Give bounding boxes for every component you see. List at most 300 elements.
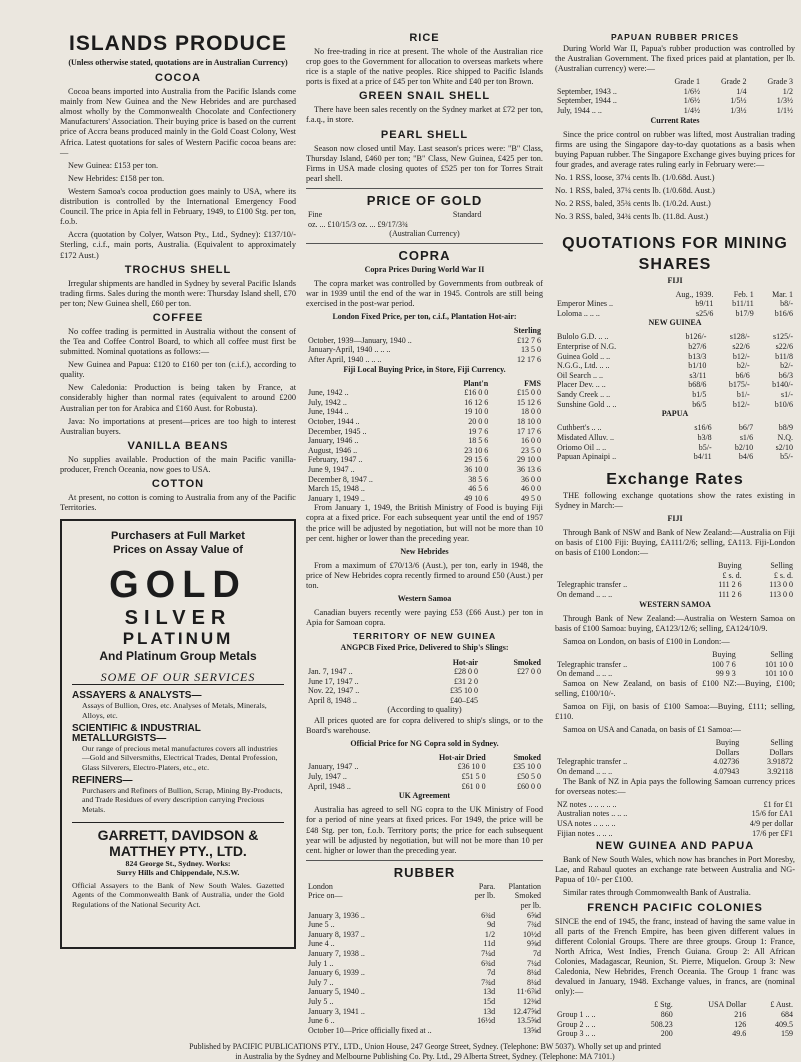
table-cell: 16½d bbox=[477, 1016, 496, 1026]
papuan-rubber-heading: PAPUAN RUBBER PRICES bbox=[611, 32, 739, 42]
greensnail-text: There have been sales recently on the Sydney market at £72 per ton, f.a.q., in store. bbox=[306, 105, 543, 125]
rubber-h-london: London bbox=[308, 881, 333, 891]
table-cell: 99 9 3 bbox=[715, 669, 736, 679]
table-cell: 126 bbox=[734, 1019, 747, 1029]
ad-gold: GOLD bbox=[109, 564, 247, 607]
exchange-fiji-table bbox=[555, 561, 795, 599]
table-row bbox=[555, 452, 795, 462]
table-row bbox=[555, 757, 795, 767]
table-cell: 6⅝d bbox=[527, 910, 541, 920]
rubber-h-perlb: per lb. bbox=[520, 900, 541, 910]
table-cell: b140/- bbox=[772, 380, 793, 390]
table-cell: 1/4½ bbox=[683, 106, 700, 116]
trochus-text: Irregular shipments are handled in Sydney by several Pacific Islands trading firms. Sales during the month were: Thursday Island shell, £70 per ton; New Guinea shell, £60 per ton. bbox=[60, 278, 296, 308]
coffee-java: Java: No importations at present—prices are too high to interest Australian buyers. bbox=[60, 416, 296, 436]
fiji-copra-table bbox=[306, 379, 543, 504]
table-cell: January 5, 1940 .. bbox=[308, 987, 365, 997]
table-row bbox=[555, 809, 795, 819]
table-cell: 29 10 0 bbox=[517, 455, 541, 465]
table-cell: On demand .. .. .. bbox=[557, 767, 613, 777]
table-row bbox=[555, 590, 795, 600]
ad-official-note: Official Assayers to the Bank of New South Wales. Gazetted Agents of the Commonwealth Bank of Australia, under the Gold Regulations of the National Security Act. bbox=[72, 881, 284, 909]
table-cell: s1/6 bbox=[739, 432, 754, 442]
table-row bbox=[555, 660, 795, 670]
table-cell: b12/- bbox=[732, 351, 750, 361]
table-cell: s22/6 bbox=[775, 342, 793, 352]
tng-note: (According to quality) bbox=[387, 705, 462, 715]
table-row bbox=[555, 433, 795, 443]
table-cell: b1/- bbox=[736, 390, 750, 400]
exchange-ngp-text-2: Similar rates through Commonwealth Bank of Australia. bbox=[563, 888, 751, 898]
table-cell: 11d bbox=[483, 939, 496, 949]
gold-price-heading: PRICE OF GOLD bbox=[366, 192, 483, 208]
table-cell: 38 5 6 bbox=[468, 474, 489, 484]
table-cell: s128/- bbox=[729, 332, 750, 342]
table-cell: 15 12 6 bbox=[517, 397, 541, 407]
ad-service-2-text: Our range of precious metal manufactures covers all industries—Gold and Silversmiths, Electrical Trades, Dental Profession, Glass Silverers, Electro-Platers, etc., etc. bbox=[82, 744, 278, 772]
table-cell: 49 10 6 bbox=[464, 493, 489, 503]
table-cell: 15/6 for £A1 bbox=[751, 809, 793, 819]
vanilla-text: No supplies available. Production of the main Pacific vanilla-producer, French Oceania, now goes to USA. bbox=[60, 454, 296, 474]
table-cell: Oriomo Oil .. .. bbox=[557, 442, 607, 452]
rubber-h-para: Para. bbox=[478, 881, 496, 891]
smoked-header: Smoked bbox=[513, 657, 541, 667]
table-cell: Bulolo G.D. .. .. bbox=[557, 332, 609, 342]
table-cell: b175/- bbox=[728, 380, 750, 390]
table-cell: Loloma .. .. .. bbox=[557, 308, 600, 318]
table-cell: 23 10 6 bbox=[464, 445, 489, 455]
table-row bbox=[306, 398, 543, 408]
table-row bbox=[306, 345, 543, 355]
exchange-fpc-text: SINCE the end of 1945, the franc, instead of having the same value in all parts of the French Empire, has been given different values in different Colonial Groups. There are three groups. Group 1: France, North Africa, West Indies, French Guiana. Group 2: All African Colonies, Madagascar, Reunion, St. Pierre, Miquelon. Group 3: New Caledonia, New Hebrides, French Oceania. The Group 1 franc was devalued in January, 1948. Exchange values, in francs, are (nominal only):— bbox=[555, 916, 795, 997]
table-cell: January 7, 1938 .. bbox=[308, 948, 365, 958]
ad-pgm: And Platinum Group Metals bbox=[99, 649, 257, 664]
table-row bbox=[306, 427, 543, 437]
table-row bbox=[555, 1029, 795, 1039]
table-row bbox=[306, 446, 543, 456]
table-cell: USA notes .. .. .. .. bbox=[557, 819, 616, 828]
table-cell: 10½d bbox=[523, 929, 541, 939]
table-row bbox=[555, 400, 795, 410]
table-cell: June 9, 1947 .. bbox=[308, 465, 355, 474]
exchange-notes-table bbox=[555, 800, 795, 838]
table-cell: £35 10 0 bbox=[513, 762, 541, 772]
uk-text: Australia has agreed to sell NG copra to the UK Ministry of Food for a period of nine years at fixed prices. For 1949, the price will be £48 Stg. per ton, f.o.b. Territory ports; the price for each subsequent year will be adjusted by negotiation, but will not be more than 10 per cent. higher or lower than the preceding year. bbox=[306, 805, 543, 855]
table-cell: 6¾d bbox=[481, 910, 496, 920]
table-cell: s16/6 bbox=[694, 423, 712, 433]
table-cell: 17/6 per £F1 bbox=[752, 828, 793, 838]
mining-papua-heading: PAPUA bbox=[661, 409, 689, 419]
mining-ng-heading: NEW GUINEA bbox=[648, 318, 702, 328]
table-cell: 1/2 bbox=[484, 929, 496, 939]
table-cell: August, 1946 .. bbox=[308, 445, 358, 455]
mar-1-header: Mar. 1 bbox=[772, 289, 793, 299]
gold-fine-label: Fine bbox=[308, 209, 323, 219]
table-row bbox=[306, 1007, 543, 1017]
table-row bbox=[555, 443, 795, 453]
table-cell: b2/10 bbox=[734, 442, 754, 452]
table-cell: b5/- bbox=[698, 442, 712, 452]
table-cell: b4/6 bbox=[738, 452, 754, 462]
table-cell: 29 15 6 bbox=[464, 455, 489, 465]
vanilla-heading: VANILLA BEANS bbox=[127, 439, 229, 452]
table-cell: £12 7 6 bbox=[517, 335, 541, 345]
table-row bbox=[306, 911, 543, 921]
table-cell: b5/- bbox=[780, 452, 793, 462]
footer-line-2: in Australia by the Sydney and Melbourne Publishing Co. Pty. Ltd., 29 Alberta Street, Sydney. (Telephone: MA 7101.) bbox=[235, 1051, 615, 1061]
table-cell: 7¾d bbox=[481, 977, 496, 987]
table-cell: July 7 .. bbox=[308, 977, 334, 987]
table-cell: b68/6 bbox=[688, 380, 707, 390]
table-cell: b6/3 bbox=[778, 370, 793, 380]
cocoa-nh: New Hebrides: £158 per ton. bbox=[68, 173, 165, 183]
table-row bbox=[555, 819, 795, 829]
table-cell: Telegraphic transfer .. bbox=[557, 659, 628, 669]
exchange-fiji-text: Through Bank of NSW and Bank of New Zealand:—Australia on Fiji on basis of £100 Fiji: Buying, £A111/2/6; selling, £A113. Fiji-London on basis of £100 London:— bbox=[555, 527, 795, 558]
table-cell: N.Q. bbox=[777, 432, 793, 442]
table-row bbox=[555, 371, 795, 381]
table-cell: 1/6½ bbox=[683, 96, 700, 106]
gold-price-row: oz. ... £10/15/3 oz. ... £9/17/3¾ bbox=[308, 219, 408, 229]
selling-header: Selling bbox=[770, 561, 793, 571]
copra-sub-2: London Fixed Price, per ton, c.i.f., Plantation Hot-air: bbox=[332, 312, 517, 322]
table-cell: 13 5 0 bbox=[521, 345, 541, 355]
table-row bbox=[306, 455, 543, 465]
coffee-heading: COFFEE bbox=[152, 311, 204, 324]
table-cell: October 10—Price officially fixed at .. bbox=[308, 1025, 432, 1035]
table-cell: 684 bbox=[781, 1009, 793, 1019]
table-row bbox=[555, 390, 795, 400]
stg-header: £ Stg. bbox=[654, 1000, 673, 1010]
table-row bbox=[555, 342, 795, 352]
table-row bbox=[306, 484, 543, 494]
rubber-h-plant: Plantation bbox=[508, 881, 541, 891]
sterling-header: Sterling bbox=[513, 326, 541, 336]
plantn-header: Plant'n bbox=[463, 378, 489, 388]
cotton-heading: COTTON bbox=[151, 478, 205, 490]
table-cell: 8¼d bbox=[527, 977, 541, 987]
table-row bbox=[306, 1016, 543, 1026]
table-cell: 111 2 6 bbox=[718, 580, 742, 590]
ad-firm-line-2: MATTHEY PTY., LTD. bbox=[109, 843, 247, 860]
table-row bbox=[306, 696, 543, 706]
ad-service-2-heading: SCIENTIFIC & INDUSTRIAL METALLURGISTS— bbox=[72, 722, 201, 745]
dollars-header: Dollars bbox=[715, 747, 740, 757]
table-cell: Oil Search .. .. bbox=[557, 370, 603, 380]
table-row bbox=[555, 767, 795, 777]
table-row bbox=[306, 920, 543, 930]
table-row bbox=[555, 580, 795, 590]
ad-service-1-text: Assays of Bullion, Ores, etc. Analyses of Metals, Minerals, Alloys, etc. bbox=[82, 701, 267, 720]
trochus-heading: TROCHUS SHELL bbox=[124, 263, 232, 276]
table-cell: Sunshine Gold .. .. bbox=[557, 399, 617, 409]
exchange-fiji-heading: FIJI bbox=[667, 513, 683, 523]
buying-header: Buying bbox=[712, 650, 736, 659]
table-cell: January 8, 1937 .. bbox=[308, 929, 365, 939]
table-cell: Guinea Gold .. .. bbox=[557, 351, 611, 361]
papuan-text-2: Since the price control on rubber was lifted, most Australian trading firms are using the Singapore day-to-day quotations as a basis when buying Papuan rubber. The Singapore Exchange gives buying prices for four grades, and average rates ruling early in February were:— bbox=[555, 129, 795, 170]
table-cell: 1/1½ bbox=[776, 106, 793, 116]
table-cell bbox=[466, 1026, 497, 1036]
table-cell: £27 0 0 bbox=[517, 667, 541, 677]
table-cell: 409.5 bbox=[775, 1019, 793, 1029]
table-cell: b3/8 bbox=[697, 432, 712, 442]
table-row bbox=[306, 475, 543, 485]
pearl-heading: PEARL SHELL bbox=[380, 128, 469, 141]
table-cell: Nov. 22, 1947 .. bbox=[308, 686, 360, 696]
table-row bbox=[306, 930, 543, 940]
ad-top-line-1: Purchasers at Full Market bbox=[111, 530, 245, 543]
table-cell: 101 10 0 bbox=[765, 669, 793, 679]
cocoa-text: Cocoa beans imported into Australia from the Pacific Islands come mainly from New Guinea and the New Hebrides and are purchased almost wholly by the Commonwealth Chocolate and Confectionery Manufacturers' Association. Their buying price is based on the current price of Accra beans produced mainly in the Gold Coast Colony, West Africa. Latest quotations for sales of Western Pacific cocoa beans are:— bbox=[60, 87, 296, 157]
current-rates-heading: Current Rates bbox=[650, 115, 700, 125]
table-cell: s1/- bbox=[781, 390, 793, 400]
table-cell: 7d bbox=[533, 948, 541, 958]
coffee-ngp: New Guinea and Papua: £120 to £160 per ton (c.i.f.), according to quality. bbox=[60, 360, 296, 380]
mining-fiji-heading: FIJI bbox=[667, 275, 683, 285]
table-cell: Papuan Apinaipi .. bbox=[557, 452, 617, 462]
table-cell: 13d bbox=[483, 1006, 496, 1016]
table-cell: 16 0 0 bbox=[521, 436, 541, 446]
table-cell: June, 1944 .. bbox=[308, 407, 349, 417]
ad-services-heading: SOME OF OUR SERVICES bbox=[72, 672, 284, 685]
table-cell: January, 1946 .. bbox=[308, 436, 359, 446]
tng-text: All prices quoted are for copra delivered to ship's slings, or to the Board's warehouse. bbox=[306, 715, 543, 735]
new-hebrides-text: From a maximum of £70/13/6 (Aust.), per ton, early in 1948, the price of New Hebrides copra recently firmed to around £50 (Aust.) per ton. bbox=[306, 560, 543, 591]
feb-1-header: Feb. 1 bbox=[733, 289, 754, 299]
table-row bbox=[306, 667, 543, 677]
table-row bbox=[555, 361, 795, 371]
table-row bbox=[306, 762, 543, 772]
rss-line: No. 1 RSS, loose, 37¼ cents lb. (1/0.68d. Aust.) bbox=[555, 173, 715, 183]
gold-advertisement bbox=[60, 519, 296, 949]
table-cell: b8/- bbox=[780, 299, 793, 309]
table-cell: s2/10 bbox=[775, 442, 793, 452]
table-cell bbox=[480, 677, 543, 687]
table-cell: s125/- bbox=[773, 332, 793, 342]
table-cell: N.G.G., Ltd. .. .. bbox=[557, 361, 610, 371]
table-cell: 1/3½ bbox=[730, 106, 747, 116]
table-cell: June, 1942 .. bbox=[308, 388, 349, 398]
table-cell: April 8, 1948 .. bbox=[308, 695, 357, 705]
table-cell: 46 5 6 bbox=[468, 484, 489, 494]
table-row bbox=[306, 1026, 543, 1036]
table-cell: 7d bbox=[487, 968, 496, 978]
exchange-nz-text: The Bank of NZ in Apia pays the following Samoan currency prices for overseas notes:— bbox=[555, 776, 795, 796]
table-cell: 17 17 6 bbox=[517, 426, 541, 436]
divider bbox=[306, 188, 543, 189]
table-cell: 1/5½ bbox=[730, 96, 747, 106]
table-cell: b126/- bbox=[685, 332, 707, 342]
column-1 bbox=[60, 30, 296, 949]
exchange-usa-table bbox=[555, 738, 795, 776]
table-row bbox=[306, 686, 543, 696]
table-cell: Emperor Mines .. bbox=[557, 299, 613, 309]
table-cell: b2/- bbox=[780, 361, 793, 371]
column-3 bbox=[555, 30, 795, 1039]
table-row bbox=[555, 87, 795, 97]
table-row bbox=[555, 352, 795, 362]
table-cell: b6/6 bbox=[735, 370, 750, 380]
table-cell: 1/6½ bbox=[683, 86, 700, 96]
gold-standard-label: Standard bbox=[452, 209, 482, 219]
table-row bbox=[555, 1020, 795, 1030]
table-cell: July 1 .. bbox=[308, 958, 334, 968]
table-cell: July, 1944 .. .. bbox=[557, 106, 602, 116]
exchange-ws-text-2: Samoa on London, on basis of £100 in London:— bbox=[563, 636, 730, 646]
table-cell: 7¾d bbox=[527, 920, 541, 930]
uk-heading: UK Agreement bbox=[398, 791, 451, 801]
table-cell: b10/6 bbox=[774, 399, 793, 409]
table-cell: 36 13 6 bbox=[517, 465, 541, 474]
smoked-header: Smoked bbox=[513, 752, 541, 762]
table-cell: 18 0 0 bbox=[521, 407, 541, 417]
table-cell: December, 1945 .. bbox=[308, 426, 367, 436]
table-row bbox=[306, 677, 543, 687]
table-cell: 12 17 6 bbox=[517, 354, 541, 364]
table-cell: Group 2 .. .. bbox=[557, 1019, 596, 1029]
table-cell: Placer Dev. .. .. bbox=[557, 380, 606, 390]
dollars-header: Dollars bbox=[769, 747, 793, 757]
ad-silver: SILVER bbox=[124, 607, 232, 630]
table-cell: 860 bbox=[660, 1009, 673, 1019]
rubber-h-price: Price on— bbox=[308, 891, 343, 901]
table-row bbox=[306, 388, 543, 398]
table-cell: £16 0 0 bbox=[464, 388, 489, 398]
table-cell: Australian notes .. .. .. bbox=[557, 809, 628, 819]
table-cell: 8¼d bbox=[527, 968, 541, 978]
table-row bbox=[306, 417, 543, 427]
table-row bbox=[306, 407, 543, 417]
grade-3-header: Grade 3 bbox=[767, 77, 793, 87]
table-row bbox=[306, 465, 543, 475]
table-cell: £35 10 0 bbox=[450, 686, 479, 696]
grade-1-header: Grade 1 bbox=[674, 77, 700, 87]
table-cell: £51 5 0 bbox=[461, 772, 486, 782]
table-cell: 101 10 0 bbox=[765, 659, 793, 669]
table-cell: 13d bbox=[483, 987, 496, 997]
table-cell: 13.5⅝d bbox=[517, 1016, 541, 1026]
column-2 bbox=[306, 30, 543, 1035]
table-cell: March 15, 1948 .. bbox=[308, 484, 365, 494]
table-cell: July, 1947 .. bbox=[308, 772, 347, 782]
table-cell: Jan. 7, 1947 .. bbox=[308, 667, 353, 677]
divider bbox=[306, 243, 543, 244]
table-cell: Cuthbert's .. .. bbox=[557, 423, 602, 433]
table-cell: b16/6 bbox=[774, 308, 793, 318]
coffee-nc: New Caledonia: Production is being taken by France, at considerably higher than normal rates (equivalent to around £200 Australian per ton for Arabica and £160 Aust. for Robusta). bbox=[60, 383, 296, 413]
table-cell: 1/3½ bbox=[776, 96, 793, 106]
table-cell: 11·6⅞d bbox=[516, 987, 541, 997]
table-cell: June 17, 1947 .. bbox=[308, 676, 359, 686]
table-row bbox=[306, 968, 543, 978]
ad-service-3-heading: REFINERS— bbox=[72, 775, 133, 787]
table-cell: Group 1 .. .. bbox=[557, 1009, 596, 1019]
table-row bbox=[306, 782, 543, 792]
western-samoa-text: Canadian buyers recently were paying £53 (£66 Aust.) per ton in Apia for Samoan copra. bbox=[306, 608, 543, 628]
table-cell: 111 2 6 bbox=[718, 590, 742, 600]
hotair-dried-header: Hot-air Dried bbox=[438, 752, 486, 762]
table-row bbox=[555, 309, 795, 319]
selling-header: Selling bbox=[770, 650, 793, 659]
table-cell: 46 0 0 bbox=[521, 484, 541, 494]
table-cell: January, 1947 .. bbox=[308, 762, 359, 772]
ad-address-1: 824 George St., Sydney. Works: bbox=[125, 859, 231, 869]
ad-service-1-heading: ASSAYERS & ANALYSTS— bbox=[72, 690, 202, 702]
official-sub: Official Price for NG Copra sold in Sydney. bbox=[350, 738, 499, 748]
table-cell: 1/2 bbox=[782, 86, 793, 96]
tng-heading: TERRITORY OF NEW GUINEA bbox=[352, 631, 497, 642]
table-cell: b17/9 bbox=[735, 308, 754, 318]
gold-price-table bbox=[306, 210, 543, 239]
table-cell: Misdated Alluv. .. bbox=[557, 432, 615, 442]
aust-header: £ Aust. bbox=[770, 1000, 793, 1010]
exchange-ws-text-5: Samoa on USA and Canada, on basis of £1 Samoa:— bbox=[563, 725, 741, 735]
copra-text-2: From January 1, 1949, the British Ministry of Food is buying Fiji copra at a fixed price. For each subsequent year until the end of 1957 the price will be adjusted by negotiation, but will not be more than 10 per cent. higher or lower than the preceding year. bbox=[306, 503, 543, 543]
table-row bbox=[306, 355, 543, 365]
rice-heading: RICE bbox=[409, 32, 440, 44]
table-row bbox=[555, 669, 795, 679]
mining-ng-table bbox=[555, 332, 795, 409]
table-cell: April, 1948 .. bbox=[308, 781, 351, 791]
exchange-fpc-heading: FRENCH PACIFIC COLONIES bbox=[587, 901, 763, 914]
table-cell: After April, 1940 .. .. .. bbox=[308, 354, 382, 364]
table-cell: 9d bbox=[487, 920, 496, 930]
rubber-h-per: per lb. bbox=[474, 891, 496, 901]
table-cell: July, 1942 .. bbox=[308, 397, 347, 407]
mining-papua-table bbox=[555, 423, 795, 461]
table-cell: January 3, 1941 .. bbox=[308, 1006, 365, 1016]
table-cell: b27/6 bbox=[688, 342, 707, 352]
table-cell: June 4 .. bbox=[308, 939, 335, 949]
table-row bbox=[306, 939, 543, 949]
copra-heading: COPRA bbox=[398, 247, 451, 263]
table-cell: b8/9 bbox=[778, 423, 793, 433]
table-cell: On demand .. .. .. bbox=[557, 590, 613, 600]
fms-header: FMS bbox=[524, 378, 541, 388]
table-cell: Telegraphic transfer .. bbox=[557, 580, 628, 590]
table-cell: £31 2 0 bbox=[454, 676, 479, 686]
publisher-footer bbox=[60, 1042, 790, 1061]
copra-sub-1: Copra Prices During World War II bbox=[364, 264, 485, 274]
exchange-ngp-text-1: Bank of New South Wales, which now has branches in Port Moresby, Lae, and Rabaul quotes an exchange rate between Australia and NG-Papua of 10/- per £100. bbox=[555, 855, 795, 885]
rss-line: No. 2 RSS, baled, 35¾ cents lb. (1/0.2d. Aust.) bbox=[555, 199, 711, 209]
grade-2-header: Grade 2 bbox=[720, 77, 747, 87]
table-cell: 13⅝d bbox=[523, 1025, 541, 1035]
footer-line-1: Published by PACIFIC PUBLICATIONS PTY., LTD., Union House, 247 George Street, Sydney. (Telephone: BW 5037). Wholly set up and printed bbox=[189, 1042, 661, 1051]
section-subtitle: (Unless otherwise stated, quotations are in Australian Currency) bbox=[68, 58, 288, 67]
table-cell: £36 10 0 bbox=[457, 762, 486, 772]
table-cell: £1 for £1 bbox=[763, 799, 793, 809]
new-hebrides-heading: New Hebrides bbox=[400, 546, 449, 556]
lsd-header: £ s. d. bbox=[773, 570, 793, 580]
rubber-heading: RUBBER bbox=[393, 864, 456, 880]
exchange-ws-text-1: Through Bank of New Zealand:—Australia on Western Samoa on basis of £100 Samoa: buying, £A123/12/6; selling, £A124/10/9. bbox=[555, 613, 795, 633]
mining-fiji-table bbox=[555, 290, 795, 319]
cocoa-ng: New Guinea: £153 per ton. bbox=[68, 160, 159, 170]
table-cell: July 5 .. bbox=[308, 996, 334, 1006]
rubber-h-smoked: Smoked bbox=[514, 891, 541, 901]
exchange-intro: THE following exchange quotations show the rates existing in Sydney in March:— bbox=[555, 490, 795, 510]
exchange-heading: Exchange Rates bbox=[606, 470, 744, 488]
table-cell: Group 3 .. .. bbox=[557, 1029, 596, 1039]
exchange-ws-heading: WESTERN SAMOA bbox=[639, 599, 711, 609]
copra-sub-3: Fiji Local Buying Price, in Store, Fiji Currency. bbox=[343, 364, 506, 374]
coffee-text: No coffee trading is permitted in Australia without the consent of the Tea and Coffee Control Board, to which all coffee must first be submitted. Nominal quotations as follows:— bbox=[60, 326, 296, 357]
table-cell: 7¼d bbox=[527, 958, 541, 968]
table-cell: b2/- bbox=[736, 361, 750, 371]
aug-1939-header: Aug., 1939. bbox=[675, 289, 714, 299]
